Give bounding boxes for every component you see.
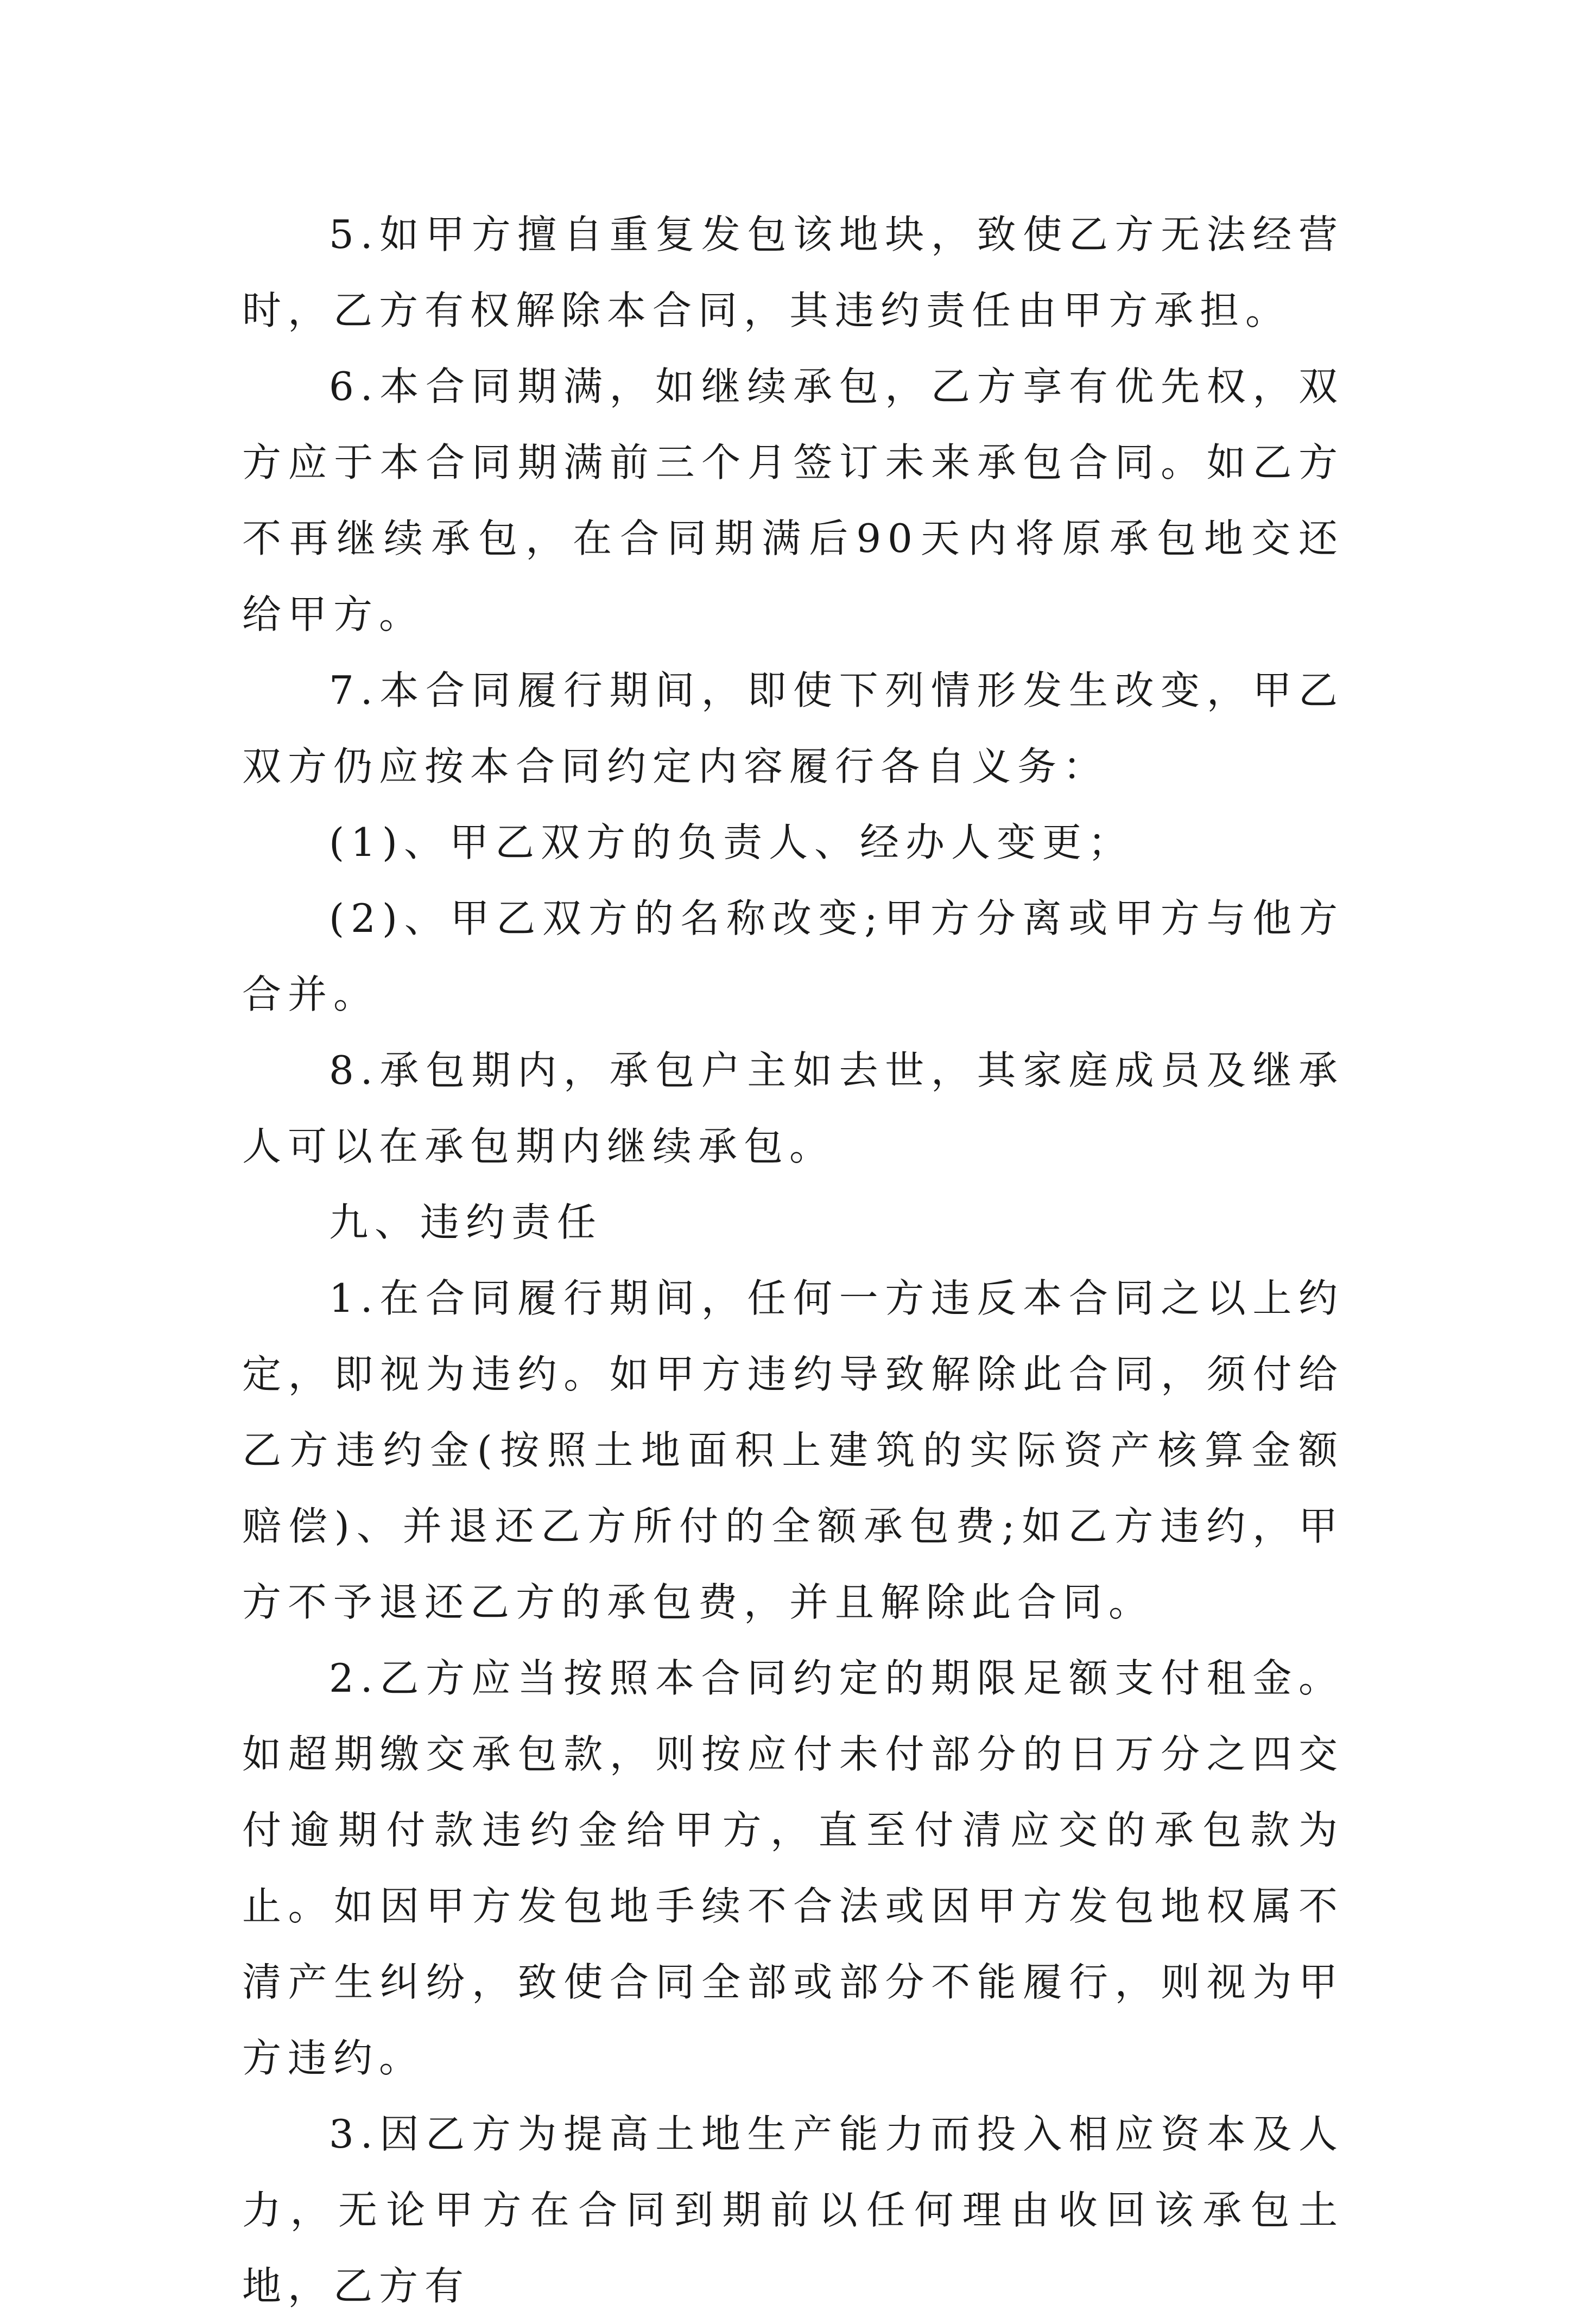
clause-8-paragraph: 8.承包期内，承包户主如去世，其家庭成员及继承人可以在承包期内继续承包。 xyxy=(242,1047,1344,1169)
clause-7-item-2: (2)、甲乙双方的名称改变;甲方分离或甲方与他方合并。 xyxy=(242,896,1344,1017)
document-body xyxy=(242,196,1344,2324)
clause-6-paragraph: 6.本合同期满，如继续承包，乙方享有优先权，双方应于本合同期满前三个月签订未来承包合同。如乙方不再继续承包，在合同期满后90天内将原承包地交还给甲方。 xyxy=(242,364,1344,637)
section-heading-liability: 九、违约责任 xyxy=(329,1199,603,1245)
clause-7-item-1: (1)、甲乙双方的负责人、经办人变更； xyxy=(329,820,1133,865)
liability-clause-1: 1.在合同履行期间，任何一方违反本合同之以上约定，即视为违约。如甲方违约导致解除此合同，须付给乙方违约金(按照土地面积上建筑的实际资产核算金额赔偿)、并退还乙方所付的全额承包费;如乙方违约，甲方不予退还乙方的承包费，并且解除此合同。 xyxy=(242,1275,1344,1625)
liability-clause-2: 2.乙方应当按照本合同约定的期限足额支付租金。如超期缴交承包款，则按应付未付部分的日万分之四交付逾期付款违约金给甲方，直至付清应交的承包款为止。如因甲方发包地手续不合法或因甲方发包地权属不清产生纠纷，致使合同全部或部分不能履行，则视为甲方违约。 xyxy=(242,1655,1344,2081)
clause-7-paragraph: 7.本合同履行期间，即使下列情形发生改变，甲乙双方仍应按本合同约定内容履行各自义务： xyxy=(242,668,1344,789)
clause-5-paragraph: 5.如甲方擅自重复发包该地块，致使乙方无法经营时，乙方有权解除本合同，其违约责任由甲方承担。 xyxy=(242,212,1344,333)
liability-clause-3: 3.因乙方为提高土地生产能力而投入相应资本及人力，无论甲方在合同到期前以任何理由收回该承包土地，乙方有 xyxy=(242,2111,1344,2309)
